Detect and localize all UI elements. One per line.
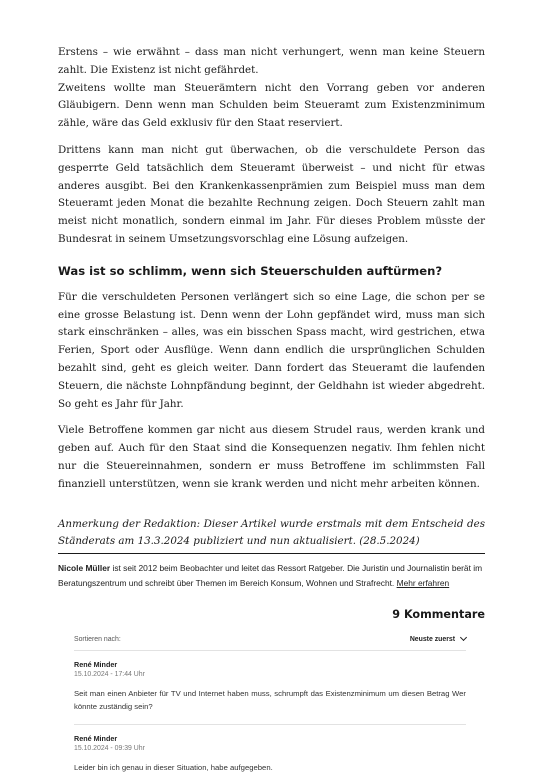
comment-author: René Minder — [74, 733, 118, 743]
paragraph-zweitens: Zweitens wollte man Steuerämtern nicht den Vorrang geben vor anderen Gläubigern. Denn wenn man Schulden beim Steueramt zum Existenzminimum zähle, wäre das Geld exklusiv für den Staat reserviert. — [58, 81, 485, 130]
paragraph-belastung: Für die verschuldeten Personen verlängert sich so eine Lage, die schon per se eine grosse Belastung ist. Denn wenn der Lohn gepfändet wird, muss man sich stark einschränken – alles, was ein bisschen Spass macht, wird gestrichen, etwa Ferien, Sport oder Ausflüge. Wenn dann endlich die ursprünglichen Schulden bezahlt sind, geht es gleich weiter. Dann fordert das Steueramt die laufenden Steuern, die nächste Lohnpfändung beginnt, der Geldhahn ist wieder abgedreht. So geht es Jahr für Jahr. — [58, 290, 485, 410]
author-box — [58, 561, 485, 591]
sort-value: Neuste zuerst — [409, 635, 455, 643]
comment-text: Seit man einen Anbieter für TV und Internet haben muss, schrumpft das Existenzminimum um diesen Betrag Wer könnte zuständig sein? — [74, 688, 466, 712]
author-name: Nicole Müller — [58, 562, 111, 573]
author-bio: ist seit 2012 beim Beobachter und leitet das Ressort Ratgeber. Die Juristin und Journalistin berät im Beratungszentrum und schreibt über Themen im Bereich Konsum, Wohnen und Strafrecht. — [58, 562, 483, 588]
paragraph-drittens: Drittens kann man nicht gut überwachen, ob die verschuldete Person das gesperrte Geld tatsächlich dem Steueramt überweist – und nicht für etwas anderes ausgibt. Bei den Krankenkassenprämien zum Beispiel muss man dem Steueramt jeden Monat die bezahlte Rechnung zeigen. Doch Steuern zahlt man meist nicht monatlich, sondern einmal im Jahr. Für dieses Problem müsste der Bundesrat in seinem Umsetzungsvorschlag eine Lösung aufzeigen. — [58, 143, 485, 245]
author-more-link[interactable]: Mehr erfahren — [396, 577, 450, 588]
sort-bar — [74, 630, 466, 651]
comment-item — [74, 725, 466, 784]
article-page — [58, 0, 485, 784]
comment-author: René Minder — [74, 659, 118, 669]
paragraph-strudel: Viele Betroffene kommen gar nicht aus diesem Strudel raus, werden krank und geben auf. Auch für den Staat sind die Konsequenzen negativ. Ihm fehlen nicht nur die Steuereinnahmen, sondern er muss Betroffene im schlimmsten Fall finanziell unterstützen, wenn sie krank werden und nicht mehr arbeiten können. — [58, 424, 485, 490]
sort-dropdown[interactable] — [410, 636, 466, 643]
comment-text: Leider bin ich genau in dieser Situation, habe aufgegeben. — [74, 762, 273, 772]
comment-timestamp: 15.10.2024 - 09:39 Uhr — [74, 744, 145, 752]
comment-item — [74, 651, 466, 725]
paragraph-erstens: Erstens – wie erwähnt – dass man nicht verhungert, wenn man keine Steuern zahlt. Die Existenz ist nicht gefährdet. — [58, 46, 485, 76]
section-heading: Was ist so schlimm, wenn sich Steuerschulden auftürmen? — [58, 263, 443, 278]
comments-section — [74, 630, 466, 784]
sort-label: Sortieren nach: — [74, 635, 121, 643]
editor-note: Anmerkung der Redaktion: Dieser Artikel wurde erstmals mit dem Entscheid des Ständerats am 13.3.2024 publiziert und nun aktualisiert. (28.5.2024) — [58, 516, 485, 554]
comments-count: 9 Kommentare — [392, 607, 485, 621]
comments-header — [58, 608, 485, 621]
chevron-down-icon — [460, 634, 467, 641]
comment-timestamp: 15.10.2024 - 17:44 Uhr — [74, 670, 145, 678]
